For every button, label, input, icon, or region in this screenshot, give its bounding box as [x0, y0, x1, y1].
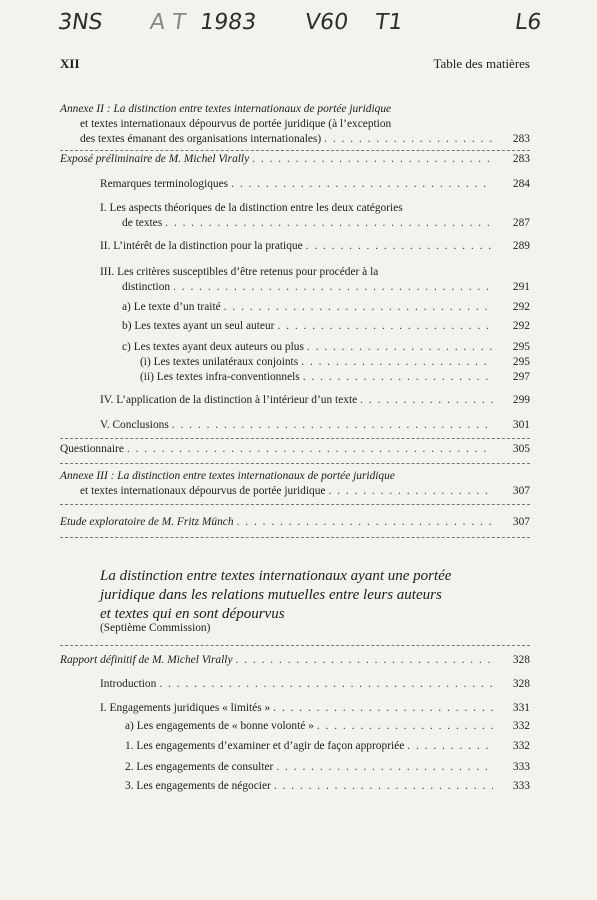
toc-line: 3. Les engagements de négocier — [125, 780, 271, 792]
toc-line: Etude exploratoire de M. Fritz Münch — [60, 516, 234, 528]
separator — [60, 438, 530, 439]
toc-entry — [60, 515, 530, 530]
toc-page: 287 — [512, 217, 530, 229]
toc-entry — [100, 265, 530, 295]
separator — [60, 537, 530, 538]
separator — [60, 150, 530, 151]
toc-page: 292 — [512, 320, 530, 332]
toc-line: de textes — [122, 217, 163, 229]
toc-line: III. Les critères susceptibles d’être retenus pour procéder à la — [100, 266, 379, 278]
leader-dots — [127, 442, 493, 457]
toc-page: 283 — [512, 153, 530, 165]
leader-dots — [307, 340, 493, 355]
toc-entry — [122, 300, 530, 315]
separator — [60, 463, 530, 464]
leader-dots — [303, 370, 493, 385]
leader-dots — [165, 216, 493, 231]
toc-page: 332 — [512, 720, 530, 732]
section-title-line: La distinction entre textes internationaux ayant une portée — [100, 568, 452, 584]
toc-entry — [140, 355, 530, 370]
toc-line: c) Les textes ayant deux auteurs ou plus — [122, 341, 304, 353]
toc-entry — [140, 370, 530, 385]
toc-entry — [100, 177, 530, 192]
leader-dots — [360, 393, 493, 408]
handwritten-annotation — [0, 10, 597, 50]
toc-entry — [122, 319, 530, 334]
page-header — [60, 56, 530, 76]
running-title: Table des matières — [433, 56, 530, 71]
toc-line: Rapport définitif de M. Michel Virally — [60, 654, 233, 666]
toc-entry — [60, 653, 530, 668]
toc-page: 333 — [512, 761, 530, 773]
toc-page: 305 — [512, 443, 530, 455]
toc-entry — [122, 340, 530, 355]
separator — [60, 504, 530, 505]
toc-line: Questionnaire — [60, 443, 124, 455]
handwritten-mark: T1 — [373, 10, 405, 35]
toc-line: (ii) Les textes infra-conventionnels — [140, 371, 300, 383]
toc-entry — [100, 201, 530, 231]
leader-dots — [324, 132, 493, 147]
toc-line: a) Le texte d’un traité — [122, 301, 221, 313]
section-title-line: et textes qui en sont dépourvus — [100, 606, 285, 622]
toc-line: 2. Les engagements de consulter — [125, 761, 274, 773]
toc-entry — [100, 418, 530, 433]
toc-page: 333 — [512, 780, 530, 792]
toc-page: 283 — [512, 133, 530, 145]
toc-entry — [60, 469, 530, 499]
leader-dots — [237, 515, 493, 530]
toc-entry — [100, 239, 530, 254]
handwritten-mark: 3NS — [56, 10, 105, 35]
toc-page: 292 — [512, 301, 530, 313]
toc-entry — [60, 442, 530, 457]
toc-line: IV. L’application de la distinction à l’intérieur d’un texte — [100, 394, 358, 406]
toc-entry — [125, 779, 530, 794]
toc-page: 291 — [512, 281, 530, 293]
toc-page: 307 — [512, 485, 530, 497]
toc-page: 328 — [512, 654, 530, 666]
handwritten-mark: L6 — [513, 10, 544, 35]
toc-line: Annexe III : La distinction entre textes internationaux de portée juridique — [60, 470, 395, 482]
leader-dots — [231, 177, 493, 192]
toc-line: I. Les aspects théoriques de la distinction entre les deux catégories — [100, 202, 403, 214]
leader-dots — [273, 701, 493, 716]
toc-line: et textes internationaux dépourvus de portée juridique — [80, 485, 326, 497]
handwritten-mark: 1983 — [198, 10, 258, 35]
leader-dots — [407, 739, 493, 754]
leader-dots — [274, 779, 493, 794]
toc-entry — [125, 739, 530, 754]
leader-dots — [276, 760, 493, 775]
toc-page: 284 — [512, 178, 530, 190]
leader-dots — [277, 319, 493, 334]
leader-dots — [317, 719, 493, 734]
toc-page: 297 — [512, 371, 530, 383]
toc-line: II. L’intérêt de la distinction pour la pratique — [100, 240, 303, 252]
toc-line: a) Les engagements de « bonne volonté » — [125, 720, 314, 732]
toc-page: 332 — [512, 740, 530, 752]
toc-entry — [60, 102, 530, 147]
section-title — [100, 567, 530, 624]
toc-entry — [125, 719, 530, 734]
toc-page: 295 — [512, 356, 530, 368]
leader-dots — [301, 355, 493, 370]
leader-dots — [306, 239, 493, 254]
toc-line: 1. Les engagements d’examiner et d’agir de façon appropriée — [125, 740, 405, 752]
toc-line: V. Conclusions — [100, 419, 169, 431]
leader-dots — [173, 280, 493, 295]
commission-label: (Septième Commission) — [100, 622, 211, 634]
leader-dots — [159, 677, 493, 692]
toc-line: Exposé préliminaire de M. Michel Virally — [60, 153, 250, 165]
toc-entry — [100, 393, 530, 408]
toc-line: distinction — [122, 281, 171, 293]
toc-page: 301 — [512, 419, 530, 431]
toc-line: b) Les textes ayant un seul auteur — [122, 320, 275, 332]
toc-page: 295 — [512, 341, 530, 353]
handwritten-mark: V60 — [303, 10, 350, 35]
page-number: XII — [60, 56, 80, 71]
toc-line: (i) Les textes unilatéraux conjoints — [140, 356, 299, 368]
toc-page: 289 — [512, 240, 530, 252]
toc-page: 307 — [512, 516, 530, 528]
toc-entry — [100, 701, 530, 716]
section-title-line: juridique dans les relations mutuelles entre leurs auteurs — [100, 587, 442, 603]
toc-entry — [60, 152, 530, 167]
leader-dots — [224, 300, 493, 315]
handwritten-mark: A T — [148, 10, 188, 35]
toc-page: 328 — [512, 678, 530, 690]
toc-entry — [100, 677, 530, 692]
toc-line: I. Engagements juridiques « limités » — [100, 702, 271, 714]
toc-line: Introduction — [100, 678, 157, 690]
toc-line: Annexe II : La distinction entre textes internationaux de portée juridique — [60, 103, 392, 115]
separator — [60, 645, 530, 646]
toc-line: Remarques terminologiques — [100, 178, 229, 190]
leader-dots — [172, 418, 493, 433]
toc-entry — [125, 760, 530, 775]
leader-dots — [252, 152, 493, 167]
toc-page: 331 — [512, 702, 530, 714]
leader-dots — [328, 484, 493, 499]
toc-line: des textes émanant des organisations internationales) — [80, 133, 322, 145]
leader-dots — [236, 653, 493, 668]
toc-line: et textes internationaux dépourvus de portée juridique (à l’exception — [80, 118, 392, 130]
toc-page: 299 — [512, 394, 530, 406]
